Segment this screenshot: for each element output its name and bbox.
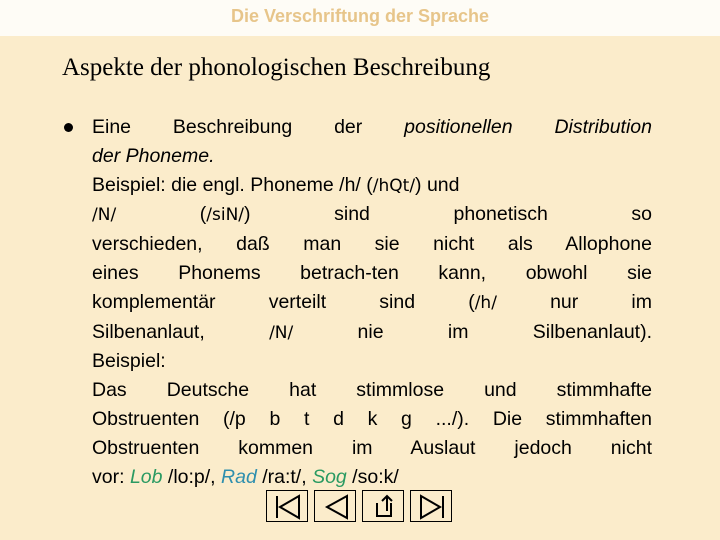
header-title: Die Verschriftung der Sprache [230,6,490,26]
previous-slide-icon [315,491,357,523]
first-slide-button[interactable] [266,490,308,522]
text-line: Silbenanlaut, /N/ nie im Silbenanlaut). [92,320,652,343]
header-bar [0,0,720,36]
text-line: /N/ (/siN/) sind phonetisch so [92,203,652,226]
text-line: Beispiel: [92,350,166,373]
phonetic-symbol: /h/ [474,292,497,313]
text-line: Das Deutsche hat stimmlose und stimmhafte [92,379,652,402]
text-line: eines Phonems betrach-ten kann, obwohl sie [92,261,652,284]
text-line: der Phoneme. [92,144,215,167]
text-line: Obstruenten kommen im Auslaut jedoch nicht [92,436,652,459]
phonetic-symbol: /N/ [92,205,117,226]
text-line: komplementär verteilt sind (/h/ nur im [92,290,652,313]
return-icon [363,491,405,523]
phonetic-symbol: /siN/ [206,205,245,226]
example-word: Rad [221,465,257,488]
next-slide-button[interactable] [410,490,452,522]
phonetic-symbol: /hQt/ [372,175,416,196]
slide-navigation [266,490,462,522]
example-word: Sog [312,465,347,488]
next-slide-icon [411,491,453,523]
slide-body [92,113,652,491]
previous-slide-button[interactable] [314,490,356,522]
text-line: vor: Lob /lo:p/, Rad /ra:t/, Sog /so:k/ [92,465,399,488]
example-word: Lob [129,465,163,488]
slide-title: Aspekte der phonologischen Beschreibung [62,54,491,81]
emphasis-term: positionellen Distribution [404,116,653,138]
first-slide-icon [267,491,309,523]
return-button[interactable] [362,490,404,522]
bullet-icon [64,123,73,132]
phonetic-symbol: /N/ [269,322,294,343]
text-line: Beispiel: die engl. Phoneme /h/ (/hQt/) und [92,173,460,196]
text-line: Eine Beschreibung der positionellen Distribution [92,116,653,138]
text-line: verschieden, daß man sie nicht als Allophone [92,233,652,256]
text-line: Obstruenten (/p b t d k g .../). Die stimmhaften [92,407,652,430]
